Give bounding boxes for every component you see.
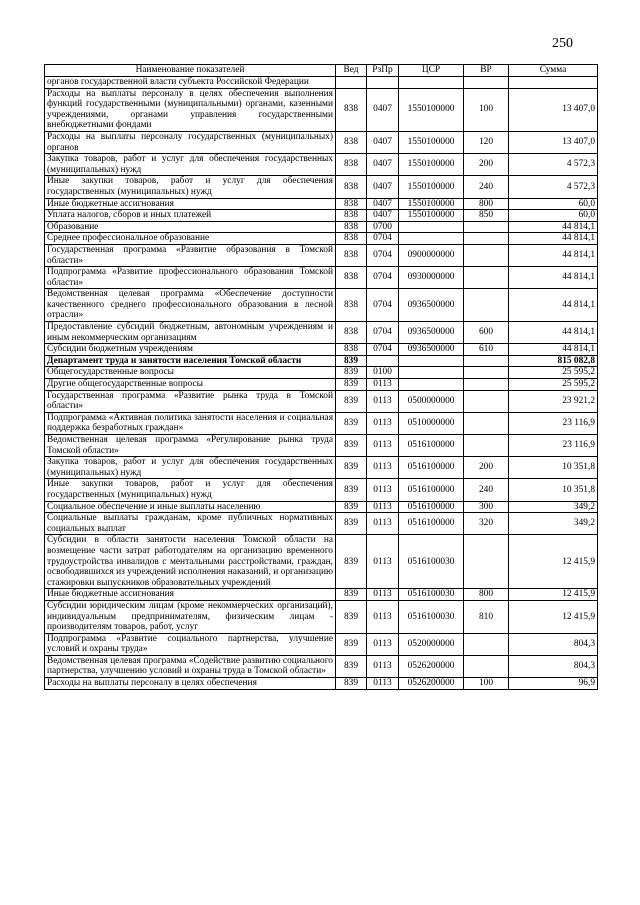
cell-csr: 0900000000 [399, 244, 464, 266]
cell-sum: 44 814,1 [509, 244, 598, 266]
cell-csr: 0930000000 [399, 267, 464, 289]
cell-vr: 240 [464, 176, 509, 198]
cell-sum: 44 814,1 [509, 344, 598, 356]
cell-ved: 839 [336, 390, 367, 412]
cell-sum: 60,0 [509, 210, 598, 222]
cell-name: Субсидии в области занятости населения Томской области на возмещение части затрат работодателям на организацию временного трудоустройства инвалидов с ментальными расстройствами, граждан, освободившихся из учреждений исполнения наказаний, и организацию стажировки выпускников образовательных учреждений [45, 535, 336, 589]
cell-ved: 839 [336, 678, 367, 690]
cell-vr [464, 535, 509, 589]
cell-vr: 850 [464, 210, 509, 222]
cell-name: Расходы на выплаты персоналу в целях обеспечения выполнения функций государственными (муниципальными) органами, казенными учреждениями, органами управления государственными внебюджетными фондами [45, 88, 336, 131]
cell-csr: 0936500000 [399, 344, 464, 356]
cell-sum: 4 572,3 [509, 176, 598, 198]
cell-name: Ведомственная целевая программа «Регулирование рынка труда Томской области» [45, 435, 336, 457]
cell-name: органов государственной власти субъекта Российской Федерации [45, 77, 336, 89]
table-row [45, 210, 598, 222]
cell-csr: 0516100000 [399, 457, 464, 479]
cell-vr: 200 [464, 457, 509, 479]
table-row [45, 267, 598, 289]
cell-name: Государственная программа «Развитие рынка труда в Томской области» [45, 390, 336, 412]
cell-ved: 838 [336, 233, 367, 245]
cell-vr [464, 244, 509, 266]
cell-name: Уплата налогов, сборов и иных платежей [45, 210, 336, 222]
cell-csr [399, 77, 464, 89]
table-row [45, 244, 598, 266]
cell-rzpr: 0704 [367, 344, 399, 356]
cell-ved: 839 [336, 435, 367, 457]
cell-sum: 349,2 [509, 513, 598, 535]
cell-ved: 838 [336, 198, 367, 210]
cell-vr: 100 [464, 678, 509, 690]
cell-sum: 815 082,8 [509, 355, 598, 367]
cell-rzpr: 0704 [367, 322, 399, 344]
cell-rzpr: 0704 [367, 289, 399, 322]
column-header-vr: ВР [464, 65, 509, 77]
cell-csr: 0500000000 [399, 390, 464, 412]
cell-csr [399, 355, 464, 367]
cell-sum: 60,0 [509, 198, 598, 210]
cell-rzpr: 0113 [367, 501, 399, 513]
cell-ved: 839 [336, 589, 367, 601]
cell-rzpr: 0407 [367, 154, 399, 176]
cell-vr [464, 355, 509, 367]
cell-name: Иные бюджетные ассигнования [45, 198, 336, 210]
cell-ved: 838 [336, 210, 367, 222]
table-row [45, 355, 598, 367]
table-row [45, 154, 598, 176]
table-row [45, 198, 598, 210]
cell-csr: 0510000000 [399, 412, 464, 434]
cell-sum: 349,2 [509, 501, 598, 513]
cell-vr: 800 [464, 589, 509, 601]
cell-name: Образование [45, 221, 336, 233]
cell-sum: 12 415,9 [509, 535, 598, 589]
table-row [45, 501, 598, 513]
cell-ved: 838 [336, 289, 367, 322]
cell-rzpr: 0407 [367, 88, 399, 131]
cell-ved: 838 [336, 131, 367, 153]
cell-csr: 0936500000 [399, 289, 464, 322]
table-row [45, 655, 598, 677]
cell-name: Подпрограмма «Активная политика занятости населения и социальная поддержка безработных граждан» [45, 412, 336, 434]
table-row [45, 633, 598, 655]
table-row [45, 412, 598, 434]
cell-ved: 839 [336, 501, 367, 513]
table-row [45, 344, 598, 356]
cell-name: Среднее профессиональное образование [45, 233, 336, 245]
table-row [45, 513, 598, 535]
cell-rzpr: 0704 [367, 244, 399, 266]
cell-sum: 23 116,9 [509, 435, 598, 457]
cell-ved: 838 [336, 154, 367, 176]
cell-sum: 44 814,1 [509, 267, 598, 289]
table-row [45, 233, 598, 245]
table-row [45, 289, 598, 322]
cell-vr [464, 267, 509, 289]
page-number: 250 [552, 36, 573, 51]
cell-rzpr: 0113 [367, 479, 399, 501]
cell-rzpr: 0113 [367, 600, 399, 633]
cell-vr: 100 [464, 88, 509, 131]
cell-csr [399, 379, 464, 391]
cell-rzpr: 0100 [367, 367, 399, 379]
cell-csr: 0516100000 [399, 513, 464, 535]
cell-sum: 25 595,2 [509, 379, 598, 391]
column-header-name: Наименование показателей [45, 65, 336, 77]
cell-sum: 10 351,8 [509, 457, 598, 479]
cell-rzpr: 0113 [367, 535, 399, 589]
table-row [45, 589, 598, 601]
cell-name: Подпрограмма «Развитие социального партнерства, улучшение условий и охраны труда» [45, 633, 336, 655]
cell-name: Государственная программа «Развитие образования в Томской области» [45, 244, 336, 266]
table-row [45, 322, 598, 344]
cell-name: Иные бюджетные ассигнования [45, 589, 336, 601]
table-row [45, 88, 598, 131]
budget-table [44, 64, 598, 690]
cell-rzpr: 0113 [367, 457, 399, 479]
table-row [45, 457, 598, 479]
cell-name: Предоставление субсидий бюджетным, автономным учреждениям и иным некоммерческим организациям [45, 322, 336, 344]
cell-csr: 1550100000 [399, 210, 464, 222]
cell-rzpr [367, 77, 399, 89]
cell-ved: 839 [336, 633, 367, 655]
table-row [45, 221, 598, 233]
cell-csr [399, 233, 464, 245]
cell-vr: 810 [464, 600, 509, 633]
cell-rzpr: 0113 [367, 412, 399, 434]
cell-csr: 1550100000 [399, 131, 464, 153]
cell-rzpr: 0704 [367, 233, 399, 245]
cell-vr [464, 379, 509, 391]
column-header-sum: Сумма [509, 65, 598, 77]
cell-sum: 23 921,2 [509, 390, 598, 412]
cell-name: Закупка товаров, работ и услуг для обеспечения государственных (муниципальных) нужд [45, 154, 336, 176]
cell-vr [464, 233, 509, 245]
cell-ved: 839 [336, 655, 367, 677]
cell-csr: 0526200000 [399, 678, 464, 690]
cell-ved: 838 [336, 176, 367, 198]
cell-name: Субсидии бюджетным учреждениям [45, 344, 336, 356]
cell-rzpr: 0113 [367, 633, 399, 655]
cell-name: Расходы на выплаты персоналу государственных (муниципальных) органов [45, 131, 336, 153]
cell-sum: 23 116,9 [509, 412, 598, 434]
cell-rzpr: 0113 [367, 589, 399, 601]
cell-name: Подпрограмма «Развитие профессионального образования Томской области» [45, 267, 336, 289]
cell-rzpr: 0113 [367, 379, 399, 391]
cell-ved: 838 [336, 88, 367, 131]
cell-csr: 0526200000 [399, 655, 464, 677]
cell-csr: 1550100000 [399, 176, 464, 198]
cell-sum [509, 77, 598, 89]
cell-rzpr: 0113 [367, 655, 399, 677]
cell-ved [336, 77, 367, 89]
cell-name: Иные закупки товаров, работ и услуг для обеспечения государственных (муниципальных) нужд [45, 176, 336, 198]
cell-ved: 839 [336, 479, 367, 501]
cell-rzpr: 0407 [367, 131, 399, 153]
cell-csr: 0516100030 [399, 589, 464, 601]
cell-csr [399, 221, 464, 233]
cell-csr [399, 367, 464, 379]
cell-sum: 13 407,0 [509, 88, 598, 131]
table-row [45, 435, 598, 457]
cell-rzpr: 0113 [367, 678, 399, 690]
cell-name: Социальные выплаты гражданам, кроме публичных нормативных социальных выплат [45, 513, 336, 535]
cell-sum: 44 814,1 [509, 233, 598, 245]
cell-vr [464, 289, 509, 322]
cell-vr: 120 [464, 131, 509, 153]
cell-sum: 44 814,1 [509, 221, 598, 233]
cell-name: Субсидии юридическим лицам (кроме некоммерческих организаций), индивидуальным предпринимателям, физическим лицам - производителям товаров, работ, услуг [45, 600, 336, 633]
cell-vr [464, 412, 509, 434]
cell-csr: 0516100030 [399, 535, 464, 589]
cell-csr: 0936500000 [399, 322, 464, 344]
cell-sum: 96,9 [509, 678, 598, 690]
cell-csr: 1550100000 [399, 198, 464, 210]
cell-rzpr [367, 355, 399, 367]
cell-csr: 1550100000 [399, 154, 464, 176]
table-row [45, 479, 598, 501]
cell-ved: 838 [336, 322, 367, 344]
cell-vr [464, 390, 509, 412]
cell-sum: 4 572,3 [509, 154, 598, 176]
table-row [45, 379, 598, 391]
cell-csr: 0516100000 [399, 501, 464, 513]
cell-rzpr: 0407 [367, 198, 399, 210]
table-row [45, 678, 598, 690]
cell-ved: 839 [336, 535, 367, 589]
cell-ved: 838 [336, 267, 367, 289]
table-row [45, 77, 598, 89]
cell-vr [464, 435, 509, 457]
cell-sum: 12 415,9 [509, 600, 598, 633]
cell-vr: 600 [464, 322, 509, 344]
cell-vr: 200 [464, 154, 509, 176]
table-header-row [45, 65, 598, 77]
cell-vr: 300 [464, 501, 509, 513]
cell-csr: 0516100030 [399, 600, 464, 633]
cell-ved: 839 [336, 457, 367, 479]
cell-name: Ведомственная целевая программа «Обеспечение доступности качественного среднего профессионального образования в лесной отрасли» [45, 289, 336, 322]
cell-sum: 13 407,0 [509, 131, 598, 153]
cell-name: Закупка товаров, работ и услуг для обеспечения государственных (муниципальных) нужд [45, 457, 336, 479]
cell-vr: 610 [464, 344, 509, 356]
cell-csr: 0520000000 [399, 633, 464, 655]
cell-name: Социальное обеспечение и иные выплаты населению [45, 501, 336, 513]
cell-csr: 0516100000 [399, 435, 464, 457]
cell-rzpr: 0407 [367, 210, 399, 222]
cell-sum: 10 351,8 [509, 479, 598, 501]
table-row [45, 535, 598, 589]
cell-rzpr: 0113 [367, 390, 399, 412]
cell-vr: 240 [464, 479, 509, 501]
column-header-ved: Вед [336, 65, 367, 77]
cell-ved: 838 [336, 344, 367, 356]
cell-vr: 320 [464, 513, 509, 535]
cell-ved: 839 [336, 355, 367, 367]
table-row [45, 390, 598, 412]
cell-rzpr: 0704 [367, 267, 399, 289]
cell-rzpr: 0113 [367, 513, 399, 535]
cell-name: Ведомственная целевая программа «Содействие развитию социального партнерства, улучшению условий и охраны труда в Томской области» [45, 655, 336, 677]
cell-ved: 839 [336, 412, 367, 434]
cell-ved: 839 [336, 513, 367, 535]
cell-ved: 838 [336, 221, 367, 233]
cell-csr: 1550100000 [399, 88, 464, 131]
cell-ved: 839 [336, 379, 367, 391]
cell-name: Расходы на выплаты персоналу в целях обеспечения [45, 678, 336, 690]
cell-vr [464, 633, 509, 655]
cell-sum: 44 814,1 [509, 322, 598, 344]
column-header-rzpr: РзПр [367, 65, 399, 77]
cell-sum: 804,3 [509, 633, 598, 655]
cell-vr: 800 [464, 198, 509, 210]
cell-name: Иные закупки товаров, работ и услуг для обеспечения государственных (муниципальных) нужд [45, 479, 336, 501]
cell-sum: 12 415,9 [509, 589, 598, 601]
cell-vr [464, 367, 509, 379]
cell-rzpr: 0700 [367, 221, 399, 233]
cell-rzpr: 0407 [367, 176, 399, 198]
table-row [45, 131, 598, 153]
column-header-csr: ЦСР [399, 65, 464, 77]
cell-name: Департамент труда и занятости населения Томской области [45, 355, 336, 367]
cell-vr [464, 221, 509, 233]
cell-rzpr: 0113 [367, 435, 399, 457]
cell-vr [464, 77, 509, 89]
cell-sum: 44 814,1 [509, 289, 598, 322]
cell-sum: 804,3 [509, 655, 598, 677]
table-row [45, 600, 598, 633]
cell-vr [464, 655, 509, 677]
cell-csr: 0516100000 [399, 479, 464, 501]
cell-ved: 838 [336, 244, 367, 266]
cell-name: Другие общегосударственные вопросы [45, 379, 336, 391]
cell-ved: 839 [336, 600, 367, 633]
table-row [45, 367, 598, 379]
cell-ved: 839 [336, 367, 367, 379]
table-row [45, 176, 598, 198]
cell-name: Общегосударственные вопросы [45, 367, 336, 379]
cell-sum: 25 595,2 [509, 367, 598, 379]
